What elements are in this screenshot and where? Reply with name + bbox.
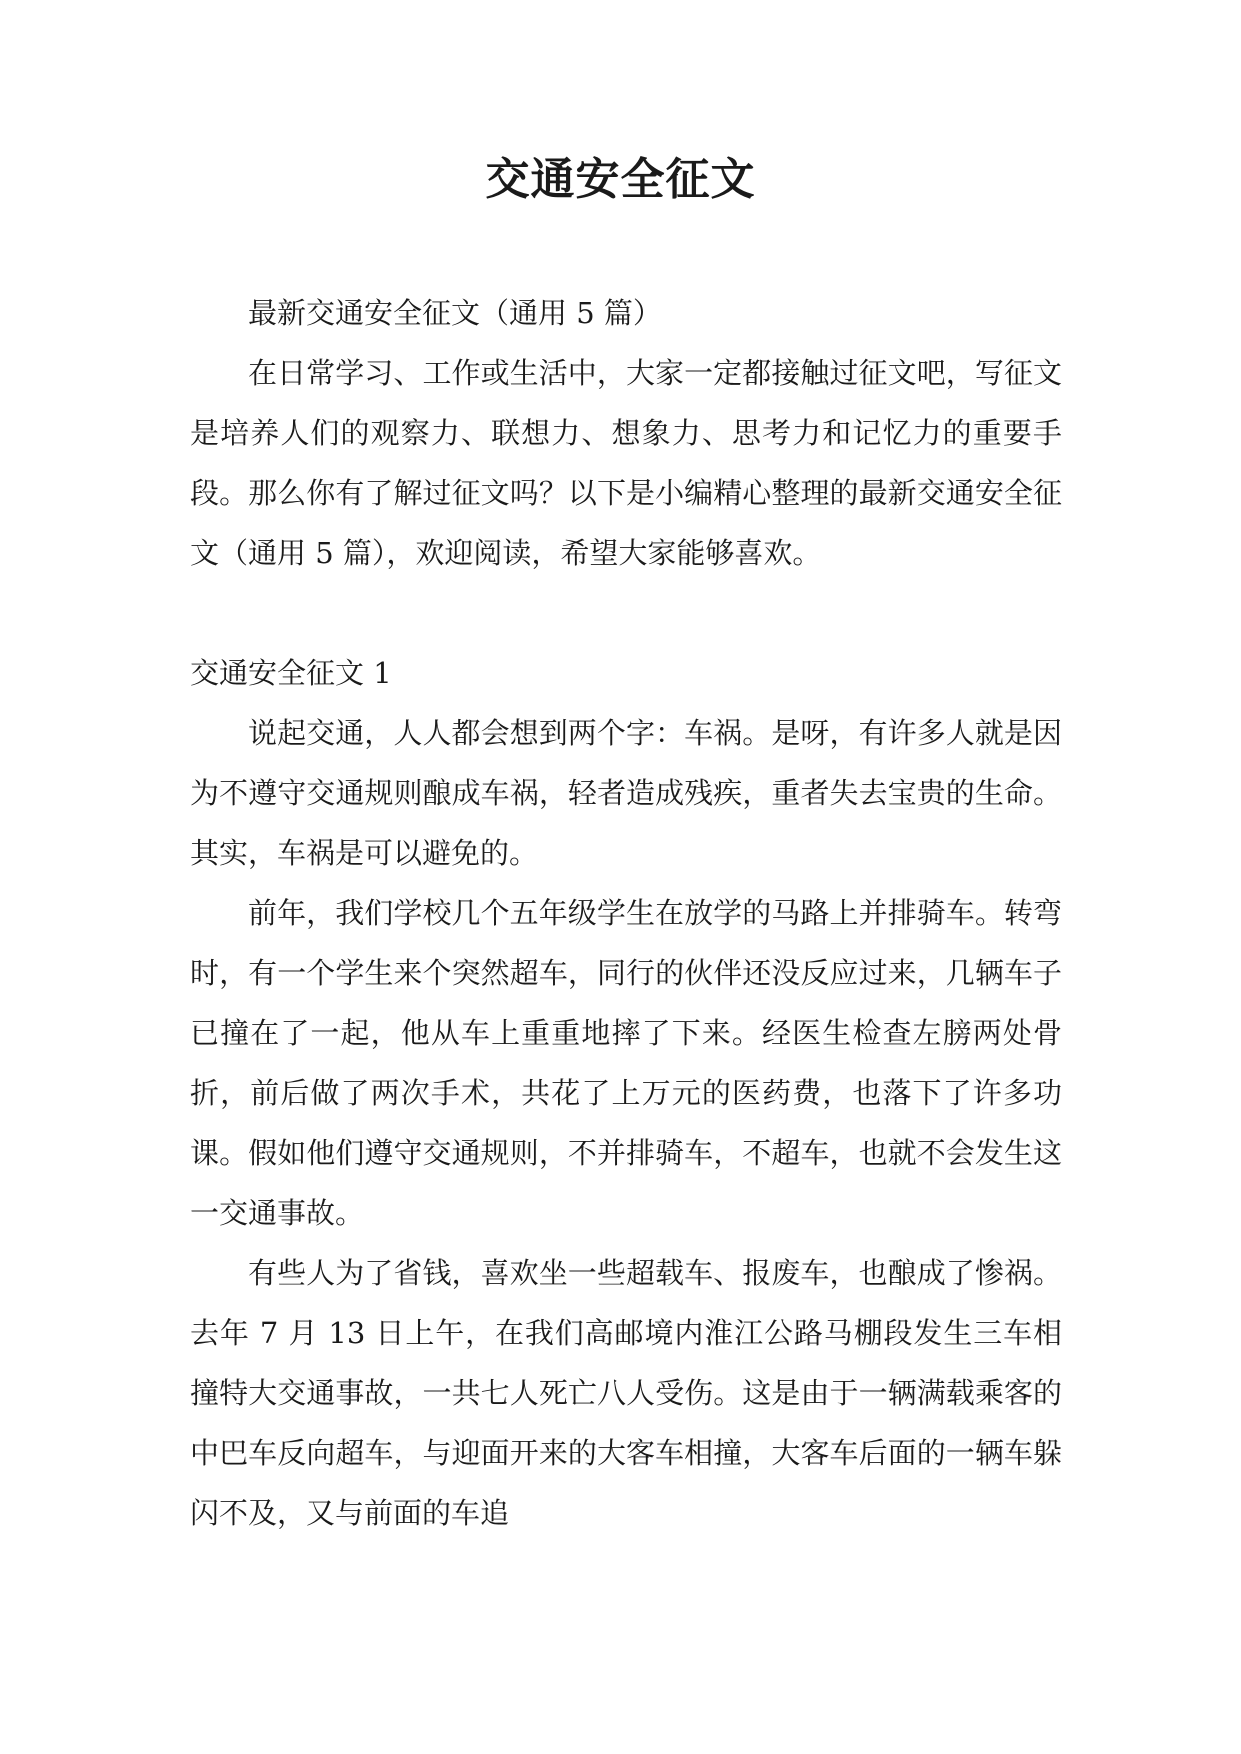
document-subtitle: 最新交通安全征文（通用 5 篇） bbox=[248, 296, 662, 330]
body-paragraph-2: 前年，我们学校几个五年级学生在放学的马路上并排骑车。转弯时，有一个学生来个突然超车，同行的伙伴还没反应过来，几辆车子已撞在了一起，他从车上重重地摔了下来。经医生检查左膀两处骨折，前后做了两次手术，共花了上万元的医药费，也落下了许多功课。假如他们遵守交通规则，不并排骑车，不超车，也就不会发生这一交通事故。 bbox=[190, 896, 1062, 1230]
section-heading: 交通安全征文 1 bbox=[190, 656, 392, 690]
body-paragraph-1: 说起交通，人人都会想到两个字：车祸。是呀，有许多人就是因为不遵守交通规则酿成车祸，轻者造成残疾，重者失去宝贵的生命。其实，车祸是可以避免的。 bbox=[190, 716, 1062, 870]
document-body bbox=[190, 283, 1062, 1543]
intro-paragraph: 在日常学习、工作或生活中，大家一定都接触过征文吧，写征文是培养人们的观察力、联想力、想象力、思考力和记忆力的重要手段。那么你有了解过征文吗？以下是小编精心整理的最新交通安全征文（通用 5 篇），欢迎阅读，希望大家能够喜欢。 bbox=[190, 356, 1062, 570]
body-paragraph-3: 有些人为了省钱，喜欢坐一些超载车、报废车，也酿成了惨祸。去年 7 月 13 日上午，在我们高邮境内淮江公路马棚段发生三车相撞特大交通事故，一共七人死亡八人受伤。这是由于一辆满载乘客的中巴车反向超车，与迎面开来的大客车相撞，大客车后面的一辆车躲闪不及，又与前面的车追 bbox=[190, 1256, 1062, 1530]
document-title: 交通安全征文 bbox=[485, 154, 756, 205]
paragraph-spacer bbox=[190, 583, 1062, 643]
